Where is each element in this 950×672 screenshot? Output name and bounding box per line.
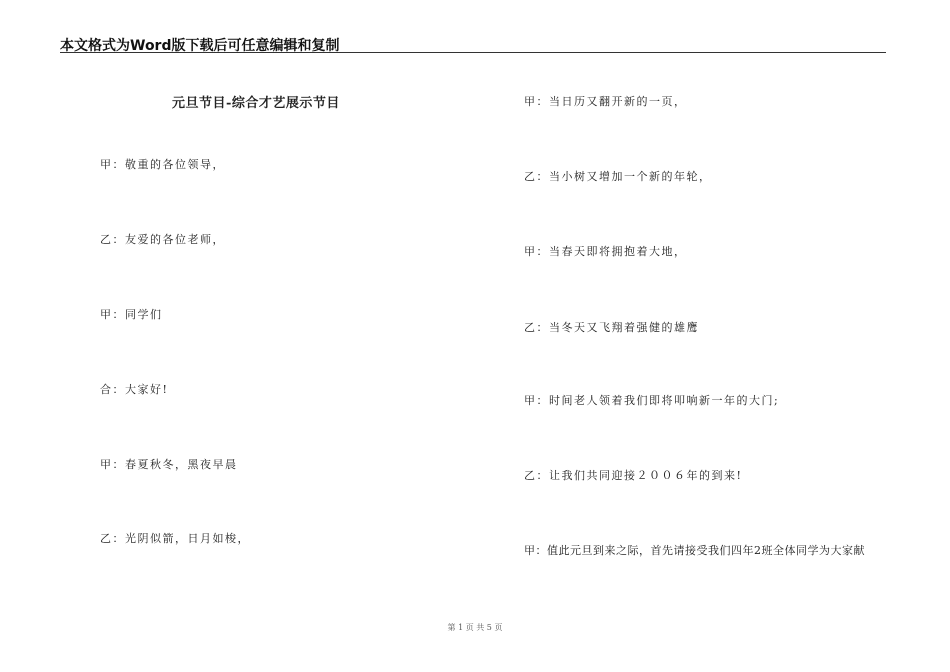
dialogue-line: 甲：同学们: [100, 308, 163, 321]
page-number-footer: 第 1 页 共 5 页: [447, 623, 503, 632]
dialogue-line: 甲：时间老人领着我们即将叩响新一年的大门;: [524, 394, 780, 407]
dialogue-line: 乙：友爱的各位老师，: [100, 233, 225, 246]
document-title: 元旦节目-综合才艺展示节目: [172, 96, 340, 111]
dialogue-line: 甲：值此元旦到来之际，首先请接受我们四年2班全体同学为大家献: [524, 544, 865, 557]
dialogue-line: 乙：当冬天又飞翔着强健的雄鹰: [524, 321, 699, 334]
dialogue-line: 合：大家好!: [100, 383, 169, 396]
dialogue-line: 甲：敬重的各位领导，: [100, 158, 225, 171]
page-header: 本文格式为Word版下载后可任意编辑和复制: [60, 38, 340, 54]
dialogue-line: 乙：让我们共同迎接２００６年的到来!: [524, 469, 743, 482]
dialogue-line: 甲：当日历又翻开新的一页，: [524, 95, 687, 108]
dialogue-line: 乙：当小树又增加一个新的年轮，: [524, 170, 712, 183]
header-divider: [60, 52, 886, 53]
dialogue-line: 甲：当春天即将拥抱着大地，: [524, 245, 687, 258]
dialogue-line: 乙：光阴似箭，日月如梭，: [100, 532, 250, 545]
dialogue-line: 甲：春夏秋冬，黑夜早晨: [100, 458, 238, 471]
